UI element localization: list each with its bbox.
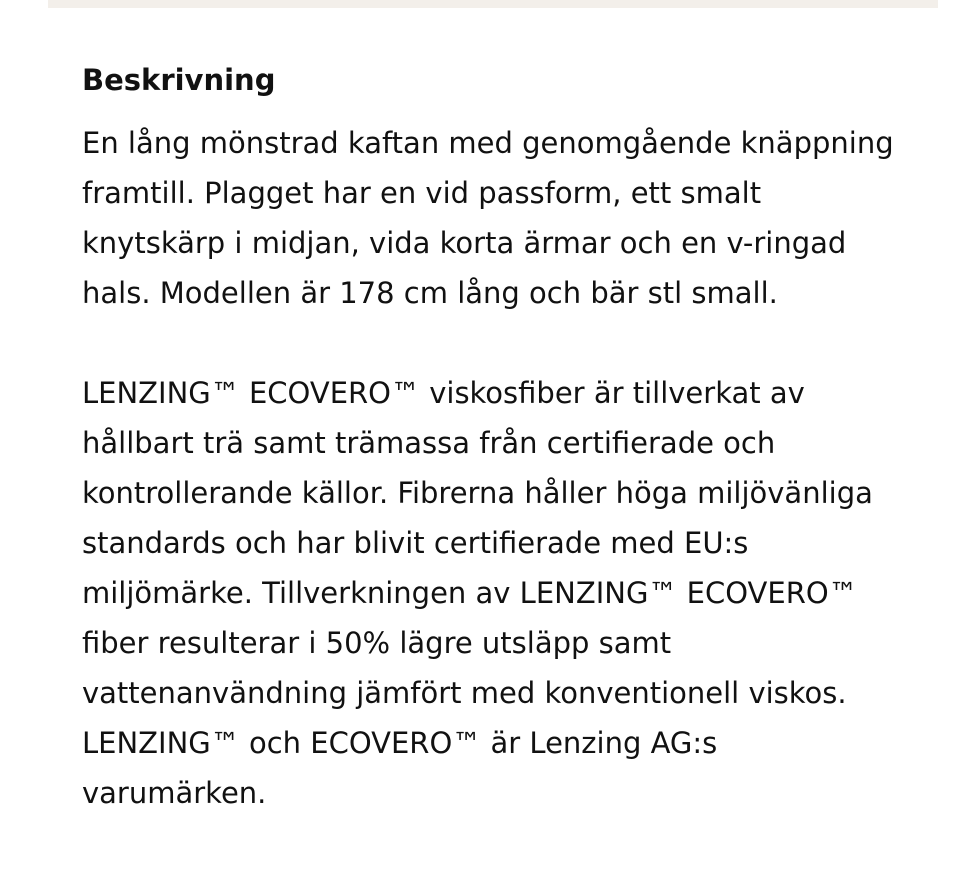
- description-paragraph-fabric: LENZING™ ECOVERO™ viskosfiber är tillverkat av hållbart trä samt trämassa från certifierade och kontrollerande källor. Fibrerna håller höga miljövänliga standards och har blivit certifierade med EU:s miljömärke. Tillverkningen av LENZING™ ECOVERO™ fiber resulterar i 50% lägre utsläpp samt vattenanvändning jämfört med konventionell viskos. LENZING™ och ECOVERO™ är Lenzing AG:s varumärken.: [82, 376, 873, 811]
- description-heading: Beskrivning: [82, 63, 276, 97]
- product-description-section: [82, 62, 902, 818]
- top-divider-strip: [48, 0, 938, 8]
- description-paragraph-product: En lång mönstrad kaftan med genomgående knäppning framtill. Plagget har en vid passform, ett smalt knytskärp i midjan, vida korta ärmar och en v-ringad hals. Modellen är 178 cm lång och bär stl small.: [82, 126, 894, 311]
- description-text: [82, 118, 902, 818]
